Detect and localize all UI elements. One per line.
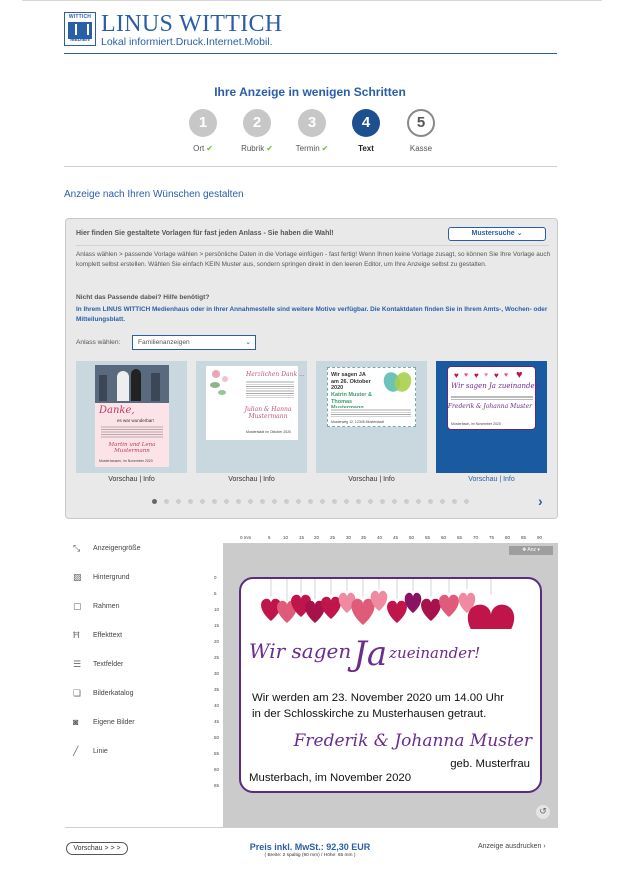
- ruler-tick: 55: [214, 751, 220, 756]
- step-label-text: Ort: [193, 144, 205, 153]
- panel-intro: Anlass wählen > passende Vorlage wählen > persönliche Daten in die Vorlage einfügen - fast fertig! Wenn Ihnen keine Vorlage zusagt, so können Sie Ihre Vorlage auch komplett selbst erstellen. Wählen Sie einfach KEIN Muster aus, sondern springen direkt in den leeren Editor, um Ihre Anzeige selbst zu gestalten.: [76, 251, 551, 268]
- panel-question: Nicht das Passende dabei? Hilfe benötigt?: [76, 294, 210, 301]
- anlass-label: Anlass wählen:: [76, 339, 121, 346]
- tool-eigene-bilder[interactable]: [73, 717, 135, 731]
- carousel-dot[interactable]: [428, 499, 433, 504]
- step-number: 4: [352, 109, 380, 137]
- step-ort[interactable]: [178, 109, 228, 153]
- step-number: 5: [407, 109, 435, 137]
- carousel-dot[interactable]: [224, 499, 229, 504]
- ruler-left: [213, 535, 223, 827]
- ad-body-line-1[interactable]: Wir werden am 23. November 2020 um 14.00 Uhr: [252, 692, 504, 704]
- carousel-dot[interactable]: [308, 499, 313, 504]
- step-rubrik[interactable]: [232, 109, 282, 153]
- carousel-dot[interactable]: [176, 499, 181, 504]
- template-card: [206, 366, 305, 440]
- ad-headline-a: Wir sagen: [249, 639, 352, 663]
- ruler-tick: 90: [537, 535, 543, 540]
- ad-headline-b: zueinander!: [389, 644, 481, 662]
- step-label: [287, 144, 337, 153]
- ad-geb[interactable]: geb. Musterfrau: [450, 758, 530, 770]
- ruler-tick: 50: [409, 535, 415, 540]
- carousel-dot[interactable]: [356, 499, 361, 504]
- carousel-dot[interactable]: [164, 499, 169, 504]
- thumb-link-2[interactable]: Vorschau | Info: [228, 476, 275, 483]
- carousel-dot[interactable]: [272, 499, 277, 504]
- ruler-tick: 70: [473, 535, 479, 540]
- carousel-dot[interactable]: [368, 499, 373, 504]
- step-label: Text: [358, 144, 374, 153]
- chevron-down-icon: ⌄: [516, 230, 523, 237]
- effect-text-icon: Ħ: [73, 630, 80, 640]
- ruler-tick: 55: [425, 535, 431, 540]
- ruler-tick: 35: [214, 687, 220, 692]
- carousel-dot[interactable]: [188, 499, 193, 504]
- gallery-icon: ❏: [73, 688, 82, 698]
- ruler-tick: 60: [441, 535, 447, 540]
- zoom-control[interactable]: [509, 546, 553, 555]
- ruler-tick: 25: [330, 535, 336, 540]
- carousel-dot[interactable]: [404, 499, 409, 504]
- step-number: 2: [243, 109, 271, 137]
- template-panel: [65, 218, 558, 519]
- tool-effekttext[interactable]: [73, 630, 122, 644]
- ad-headline[interactable]: [249, 627, 481, 674]
- steps-title: Ihre Anzeige in wenigen Schritten: [214, 85, 406, 99]
- template-thumb-4-selected[interactable]: [436, 361, 547, 473]
- thumb-sub: es war wunderbar!: [117, 418, 155, 423]
- step-label: [232, 144, 282, 153]
- tool-rahmen[interactable]: [73, 601, 119, 615]
- header-divider: [64, 53, 557, 54]
- thumb-names: Martin und Lena Mustermann: [108, 442, 156, 454]
- step-number: 1: [189, 109, 217, 137]
- mustersuche-label: Mustersuche: [471, 230, 515, 237]
- step-number: 3: [298, 109, 326, 137]
- frame-icon: ▢: [73, 601, 82, 611]
- ad-place-date[interactable]: Musterbach, im November 2020: [249, 772, 412, 784]
- ad-headline-big: Ja: [353, 634, 388, 674]
- ruler-tick: 0 mm: [240, 535, 252, 540]
- tool-label: Linie: [93, 748, 108, 755]
- thumb-link-3[interactable]: Vorschau | Info: [348, 476, 395, 483]
- ruler-tick: 40: [377, 535, 383, 540]
- flower-decoration-icon: [208, 368, 236, 402]
- ruler-tick: 45: [393, 535, 399, 540]
- undo-icon[interactable]: ↺: [536, 805, 550, 819]
- tool-anzeigengroesse[interactable]: [73, 543, 140, 557]
- checkmark-icon: ✔: [206, 144, 213, 153]
- tool-label: Effekttext: [93, 632, 123, 639]
- price-label: Preis inkl. MwSt.: 92,30 EUR: [249, 842, 371, 852]
- template-thumb-2[interactable]: [196, 361, 307, 473]
- ruler-tick: 0: [214, 575, 217, 580]
- carousel-dot[interactable]: [464, 499, 469, 504]
- ruler-tick: 50: [214, 735, 220, 740]
- thumb-names: Julian & Hanna Mustermann: [244, 406, 292, 420]
- ruler-tick: 10: [283, 535, 289, 540]
- panel-divider: [76, 245, 549, 246]
- panel-info: In Ihrem LINUS WITTICH Medienhaus oder in Ihrer Annahmestelle sind weitere Motive verfügbar. Die Kontaktdaten finden Sie in Ihrem Amts-, Wochen- oder Mitteilungsblatt.: [76, 306, 548, 323]
- ruler-tick: 5: [268, 535, 271, 540]
- tool-label: Hintergrund: [93, 574, 130, 581]
- textfield-icon: ☰: [73, 659, 82, 669]
- logo-mark: [64, 12, 96, 46]
- carousel-dot[interactable]: [440, 499, 445, 504]
- ruler-tick: 10: [214, 607, 220, 612]
- top-divider: [22, 0, 602, 1]
- ruler-tick: 30: [346, 535, 352, 540]
- price-dimensions: ( Breite: 2 spaltig (90 mm) / Höhe: 65 mm ): [264, 853, 356, 858]
- carousel-dot[interactable]: [392, 499, 397, 504]
- thumb-footer: Musterstadt im Oktober 2020: [246, 430, 292, 434]
- camera-icon: ◙: [73, 717, 79, 727]
- carousel-dot[interactable]: [200, 499, 205, 504]
- chevron-right-icon[interactable]: ›: [538, 493, 543, 509]
- panel-heading: Hier finden Sie gestaltete Vorlagen für fast jeden Anlass - Sie haben die Wahl!: [76, 230, 334, 237]
- thumb-names: Katrin Muster & Thomas: [331, 392, 372, 405]
- anlass-value: Familienanzeigen: [138, 339, 190, 346]
- tool-label: Eigene Bilder: [93, 719, 135, 726]
- image-icon: ▨: [73, 572, 82, 582]
- ruler-top: [213, 535, 558, 543]
- hearts-garland-icon: [241, 579, 542, 629]
- thumb-title: Danke,: [99, 405, 135, 416]
- template-thumb-3[interactable]: [316, 361, 427, 473]
- thumb-footer: Musterbach, im November 2020: [451, 422, 501, 426]
- ruler-tick: 15: [214, 623, 220, 628]
- carousel-dot[interactable]: [212, 499, 217, 504]
- thumb-footer: Musterhausen, im November 2020: [99, 459, 153, 463]
- thumb-footer: Musterweg 12, 12345 Musterstadt: [331, 420, 384, 424]
- carousel-dot[interactable]: [380, 499, 385, 504]
- section-title: Anzeige nach Ihren Wünschen gestalten: [64, 189, 244, 200]
- ruler-tick: 20: [314, 535, 320, 540]
- wedding-photo: [95, 365, 169, 403]
- step-text: [341, 109, 391, 153]
- tool-linie[interactable]: [73, 746, 108, 760]
- step-label-text: Termin: [295, 144, 320, 153]
- ruler-tick: 65: [457, 535, 463, 540]
- tool-hintergrund[interactable]: [73, 572, 130, 586]
- carousel-dot[interactable]: [296, 499, 301, 504]
- zoom-label: Anz: [527, 547, 537, 553]
- tool-label: Textfelder: [93, 661, 124, 668]
- step-label-text: Rubrik: [241, 144, 265, 153]
- ruler-tick: 80: [505, 535, 511, 540]
- tool-bilderkatalog[interactable]: [73, 688, 133, 702]
- thumb-names: Frederik & Johanna Muster: [447, 403, 532, 410]
- checkmark-icon: ✔: [321, 144, 329, 153]
- thumb-title: Wir sagen JA am 26. Oktober 2020: [331, 372, 371, 391]
- logo-box-top: WITTICH: [68, 14, 92, 20]
- thumb-link-1[interactable]: Vorschau | Info: [108, 476, 155, 483]
- carousel-dot[interactable]: [416, 499, 421, 504]
- ruler-tick: 75: [489, 535, 495, 540]
- anlass-select[interactable]: [132, 335, 256, 350]
- ad-names[interactable]: Frederik & Johanna Muster: [293, 731, 532, 751]
- ruler-tick: 30: [214, 671, 220, 676]
- template-card: [95, 365, 169, 467]
- chevron-down-icon: ⌄: [245, 339, 251, 346]
- logo-tagline: Lokal informiert.Druck.Internet.Mobil.: [101, 36, 273, 48]
- carousel-dot[interactable]: [152, 499, 157, 504]
- hearts-garland-icon: ♥ ♥ ♥ ♥ ♥ ♥ ♥: [454, 369, 523, 381]
- logo-name: LINUS WITTICH: [101, 11, 283, 37]
- checkmark-icon: ✔: [266, 144, 273, 153]
- step-label: [178, 144, 228, 153]
- carousel-dot[interactable]: [332, 499, 337, 504]
- carousel-dot[interactable]: [452, 499, 457, 504]
- ruler-tick: 25: [214, 655, 220, 660]
- ruler-tick: 20: [214, 639, 220, 644]
- tool-textfelder[interactable]: [73, 659, 123, 673]
- template-thumb-1[interactable]: [76, 361, 187, 473]
- resize-icon: ⤡: [73, 543, 81, 553]
- carousel-dot[interactable]: [284, 499, 289, 504]
- carousel-dot[interactable]: [320, 499, 325, 504]
- chevron-down-icon: ▾: [536, 547, 540, 553]
- ruler-tick: 45: [214, 719, 220, 724]
- footer-divider: [65, 827, 558, 828]
- carousel-dot[interactable]: [236, 499, 241, 504]
- logo-box-bottom: MEDIEN: [70, 37, 90, 43]
- vorschau-button[interactable]: Vorschau > > >: [66, 842, 128, 855]
- heart-icon: [384, 370, 412, 396]
- logo[interactable]: [64, 12, 364, 48]
- tool-label: Rahmen: [93, 603, 120, 610]
- ruler-tick: 40: [214, 703, 220, 708]
- carousel-dot[interactable]: [248, 499, 253, 504]
- line-icon: ╱: [73, 746, 79, 756]
- template-card: [327, 367, 416, 427]
- ruler-tick: 5: [214, 591, 217, 596]
- ad-preview[interactable]: [239, 577, 542, 793]
- steps-divider: [64, 166, 557, 167]
- carousel-dot[interactable]: [260, 499, 265, 504]
- ruler-tick: 15: [299, 535, 305, 540]
- step-termin[interactable]: [287, 109, 337, 153]
- print-ad-link[interactable]: Anzeige ausdrucken ›: [478, 843, 546, 850]
- step-label: Kasse: [409, 144, 433, 153]
- thumb-title: Wir sagen Ja zueinander!: [451, 382, 541, 390]
- thumb-title: Herzlichen Dank ...: [246, 371, 305, 378]
- step-kasse: [396, 109, 446, 153]
- tool-label: Bilderkatalog: [93, 690, 134, 697]
- ruler-tick: 85: [521, 535, 527, 540]
- thumb-link-4[interactable]: Vorschau | Info: [468, 476, 515, 483]
- move-icon: ✥: [522, 547, 528, 553]
- ad-body-line-2[interactable]: in der Schlosskirche zu Musterhausen getraut.: [252, 708, 487, 720]
- carousel-dot[interactable]: [344, 499, 349, 504]
- ruler-tick: 60: [214, 767, 220, 772]
- tool-label: Anzeigengröße: [93, 545, 141, 552]
- ruler-tick: 35: [361, 535, 367, 540]
- template-card: [447, 366, 541, 430]
- mustersuche-button[interactable]: [448, 227, 546, 241]
- ruler-tick: 65: [214, 783, 220, 788]
